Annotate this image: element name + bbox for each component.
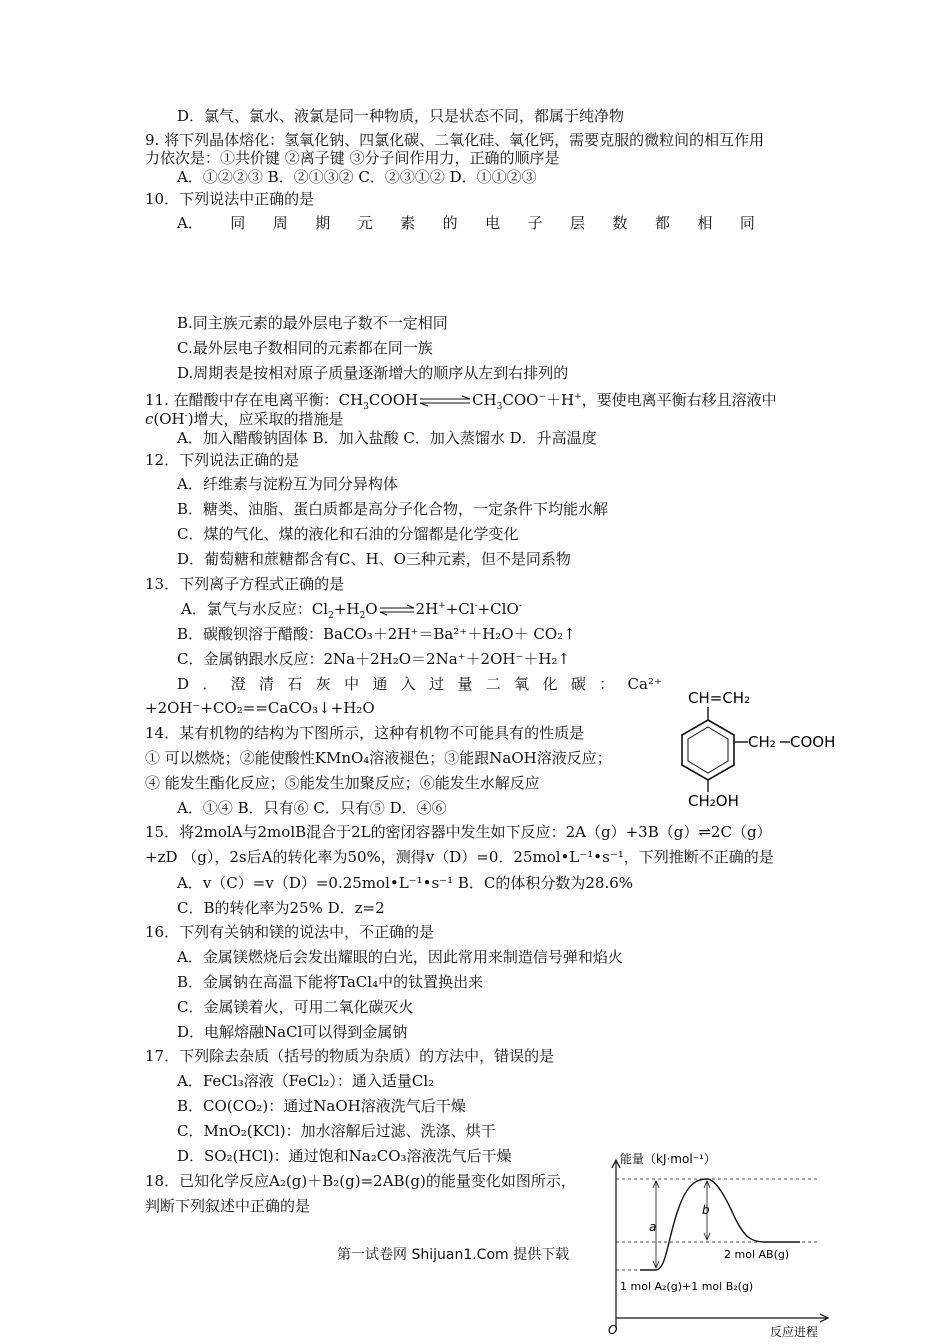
q14-stem: 14．某有机物的结构为下图所示，这种有机物不可能具有的性质是 (145, 724, 585, 742)
q10-option-a-char: 数 (612, 214, 628, 232)
q17-stem: 17．下列除去杂质（括号的物质为杂质）的方法中，错误的是 (145, 1047, 555, 1065)
q10-option-b: B.同主族元素的最外层电子数不一定相同 (177, 314, 448, 332)
q16-option-d: D．电解熔融NaCl可以得到金属钠 (177, 1023, 408, 1041)
q13-option-d-char: 二 (485, 675, 501, 693)
q13-option-d-char: 化 (542, 675, 558, 693)
q8-option-d: D．氯气、氯水、液氯是同一种物质，只是状态不同，都属于纯净物 (177, 107, 625, 125)
benzene-ring (682, 720, 734, 780)
q10-option-c: C.最外层电子数相同的元素都在同一族 (177, 339, 433, 357)
q16-stem: 16．下列有关钠和镁的说法中，不正确的是 (145, 923, 435, 941)
q15-stem-1: 15．将2molA与2molB混合于2L的密闭容器中发生如下反应：2A（g）+3B（g）⇌2C（g） (145, 823, 772, 841)
q10-option-a-char: 的 (442, 214, 458, 232)
q13-option-d-char: 灰 (315, 675, 331, 693)
q16-option-c: C．金属镁着火，可用二氧化碳灭火 (177, 998, 414, 1016)
q10-option-a-char: 都 (654, 214, 670, 232)
q13-option-d-char: 中 (344, 675, 360, 693)
q10-option-a-char: 同 (230, 214, 246, 232)
q10-option-a-char: A． (177, 214, 203, 232)
q18-stem-2: 判断下列叙述中正确的是 (145, 1197, 311, 1215)
q13-option-d-char: Ca²⁺ (627, 675, 662, 693)
q13-option-d-char: 过 (429, 675, 445, 693)
q10-option-d: D.周期表是按相对原子质量逐渐增大的顺序从左到右排列的 (177, 364, 569, 382)
methylene-group: CH₂ (748, 733, 776, 751)
energy-a-label: a (649, 1220, 657, 1234)
q10-option-a-char: 同 (739, 214, 755, 232)
vinyl-group: CH=CH₂ (688, 689, 751, 707)
q10-option-a-char: 元 (357, 214, 373, 232)
q17-option-b: B．CO(CO₂)：通过NaOH溶液洗气后干燥 (177, 1097, 466, 1115)
q14-options: A．①④ B．只有⑥ C．只有⑤ D．④⑥ (177, 799, 447, 817)
q13-option-d-cont: +2OH⁻+CO₂==CaCO₃↓+H₂O (145, 699, 375, 717)
x-axis-label: 反应进程 (770, 1325, 819, 1338)
q10-option-a-char: 周 (272, 214, 288, 232)
q13-option-d-char: 入 (400, 675, 416, 693)
q15-stem-2: +zD （g），2s后A的转化率为50%，测得v（D）=0．25mol•L⁻¹•s⁻¹，下列推断不正确的是 (145, 848, 774, 866)
q12-option-a: A．纤维素与淀粉互为同分异构体 (177, 475, 398, 493)
benzene-inner-ring (688, 727, 728, 773)
q13-stem: 13．下列离子方程式正确的是 (145, 575, 345, 593)
q10-stem: 10．下列说法中正确的是 (145, 190, 315, 208)
reactant-label: 1 mol A₂(g)+1 mol B₂(g) (620, 1280, 754, 1293)
q13-option-d-char: 氧 (514, 675, 530, 693)
energy-b-label: b (702, 1203, 710, 1217)
q17-option-a: A．FeCl₃溶液（FeCl₂）：通入适量Cl₂ (177, 1072, 435, 1090)
q10-option-a-char: 子 (527, 214, 543, 232)
q10-option-a-char: 素 (400, 214, 416, 232)
q15-options-ab: A．v（C）=v（D）=0.25mol•L⁻¹•s⁻¹ B．C的体积分数为28.6% (177, 874, 634, 892)
q10-option-a-char: 电 (485, 214, 501, 232)
hydroxymethyl-group: CH₂OH (688, 792, 739, 810)
q9-stem-2: 力依次是：①共价键 ②离子键 ③分子间作用力，正确的顺序是 (145, 149, 560, 167)
q13-option-d-char: ： (599, 675, 615, 693)
q11-stem-1: 11. 在醋酸中存在电离平衡：$CH_3COOH$ $CH_3COO^-+H^+$，要使电离平衡右移且溶液中 (145, 391, 777, 412)
equilibrium-arrow-icon (378, 604, 416, 616)
carboxyl-group: COOH (790, 733, 836, 751)
q13-option-b: B．碳酸钡溶于醋酸：BaCO₃＋2H⁺＝Ba²⁺＋H₂O＋ CO₂↑ (177, 625, 576, 643)
q13-option-d-char: 碳 (570, 675, 586, 693)
q14-props-2: ④ 能发生酯化反应；⑤能发生加聚反应；⑥能发生水解反应 (145, 774, 540, 792)
q15-options-cd: C．B的转化率为25% D．z=2 (177, 899, 385, 917)
energy-diagram (600, 1148, 840, 1338)
q17-option-d: D．SO₂(HCl)：通过饱和Na₂CO₃溶液洗气后干燥 (177, 1147, 512, 1165)
q13-option-d-char: 石 (287, 675, 303, 693)
q10-option-a-char: 层 (570, 214, 586, 232)
footer-credit: 第一试卷网 Shijuan1.Com 提供下载 (337, 1247, 570, 1263)
q16-option-b: B．金属钠在高温下能将TaCl₄中的钛置换出来 (177, 973, 484, 991)
y-axis-label: 能量（kJ·mol⁻¹） (620, 1152, 716, 1166)
q17-option-c: C．MnO₂(KCl)：加水溶解后过滤、洗涤、烘干 (177, 1122, 496, 1140)
q18-stem-1: 18．已知化学反应A₂(g)＋B₂(g)=2AB(g)的能量变化如图所示， (145, 1172, 576, 1190)
q14-props-1: ① 可以燃烧；②能使酸性KMnO₄溶液褪色；③能跟NaOH溶液反应； (145, 749, 612, 767)
q10-option-a-char: 相 (697, 214, 713, 232)
origin-label: O (608, 1323, 618, 1337)
q13-option-d-char: ． (202, 675, 218, 693)
q10-option-a (177, 213, 755, 233)
q11-stem-2: c(OH-)增大，应采取的措施是 (145, 410, 344, 428)
product-label: 2 mol AB(g) (724, 1248, 790, 1261)
q13-option-a: A．氯气与水反应：$Cl_2+H_2O$ 2H++Cl-+ClO- (181, 600, 522, 621)
q9-stem-1: 9. 将下列晶体熔化：氢氧化钠、四氯化碳、二氧化硅、氧化钙，需要克服的微粒间的相互作用 (145, 131, 765, 149)
q10-option-a-char: 期 (315, 214, 331, 232)
q13-option-d-char: 澄 (230, 675, 246, 693)
q13-option-d-char: 量 (457, 675, 473, 693)
q12-option-b: B．糖类、油脂、蛋白质都是高分子化合物，一定条件下均能水解 (177, 500, 609, 518)
q9-options: A．①②②③ B．②①③② C．②③①② D．①①②③ (177, 168, 537, 186)
q12-option-c: C．煤的气化、煤的液化和石油的分馏都是化学变化 (177, 525, 519, 543)
q13-option-d-char: 通 (372, 675, 388, 693)
q12-stem: 12．下列说法正确的是 (145, 451, 300, 469)
q13-option-d (177, 674, 662, 694)
q16-option-a: A．金属镁燃烧后会发出耀眼的白光，因此常用来制造信号弹和焰火 (177, 948, 623, 966)
q13-option-d-char: 清 (259, 675, 275, 693)
q12-option-d: D．葡萄糖和蔗糖都含有C、H、O三种元素，但不是同系物 (177, 550, 571, 568)
organic-structure-figure (668, 684, 843, 814)
q13-option-c: C．金属钠跟水反应：2Na＋2H₂O＝2Na⁺＋2OH⁻＋H₂↑ (177, 650, 571, 668)
equilibrium-arrow-icon (418, 395, 472, 407)
q13-option-d-char: D (177, 675, 190, 693)
q11-options: A．加入醋酸钠固体 B．加入盐酸 C．加入蒸馏水 D．升高温度 (177, 429, 597, 447)
